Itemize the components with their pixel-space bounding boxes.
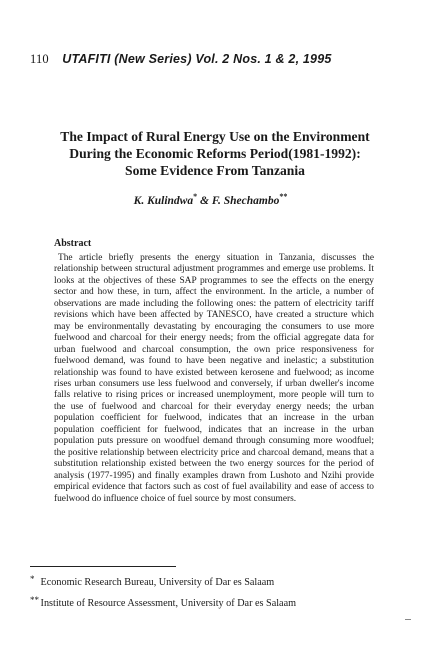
abstract-body: The article briefly presents the energy situation in Tanzania, discusses the relationship between structural adjustment programmes and emerge use problems. It looks at the objectives of these SAP programmes to see the effects on the energy sector and how these, in turn, affect the environment. In the article, a number of observations are made including the following ones: the pattern of electricity tariff revisions which have been affected by TANESCO, have created a structure which may be environmentally devastating by encouraging the consumers to use more fuelwood and charcoal for their energy needs; from the official aggregate data for urban fuelwood and charcoal consumption, the own price responsiveness for fuelwood demand, was found to have been negative and inelastic; a substitution relationship was found to have existed between kerosene and fuelwood; as income rises urban consumers use less fuelwood and conversely, if urban dweller's income falls relative to rising prices or increased unemployment, more people will turn to the use of fuelwood and charcoal for their everyday energy needs; the urban population coefficient for fuelwood, indicates that an increase in the urban population coefficient for fuelwood, indicates that an increase in the urban population puts pressure on woodfuel demand through consuming more woodfuel; the positive relationship between electricity price and charcoal demand, means that a substitution relationship existed between the two energy sources for the period of analysis (1977-1995) and finally examples drawn from Lushoto and Nzihi provide empirical evidence that factors such as cost of fuel availability and ease of access to fuelwood do influence choice of fuel source by most consumers. [54, 253, 374, 504]
footnote-2-mark: ** [30, 595, 39, 605]
article-title [40, 128, 390, 179]
author-2-name: F. Shechambo [211, 194, 280, 207]
author-1-name: K. Kulindwa [133, 194, 194, 207]
journal-citation: UTAFITI (New Series) Vol. 2 Nos. 1 & 2, 1995 [62, 52, 332, 66]
title-line-1: The Impact of Rural Energy Use on the Environment [60, 129, 370, 144]
footnote-1-text: Economic Research Bureau, University of Dar es Salaam [40, 577, 275, 588]
author-2-footnote-mark: ** [279, 192, 288, 201]
page-number: 110 [30, 52, 49, 66]
footnote-2-text: Institute of Resource Assessment, University of Dar es Salaam [40, 598, 297, 609]
footnote-1 [30, 574, 274, 588]
author-line [0, 192, 421, 207]
footnote-1-mark: * [30, 574, 35, 584]
author-1-footnote-mark: * [193, 192, 198, 201]
title-line-2: During the Economic Reforms Period(1981-1992): [69, 146, 361, 161]
running-head [30, 52, 332, 67]
footnote-2 [30, 595, 296, 609]
title-line-3: Some Evidence From Tanzania [125, 163, 305, 178]
scan-artifact [405, 619, 411, 620]
author-separator: & [197, 194, 212, 207]
footnote-divider [30, 566, 176, 567]
abstract-heading: Abstract [54, 238, 92, 249]
